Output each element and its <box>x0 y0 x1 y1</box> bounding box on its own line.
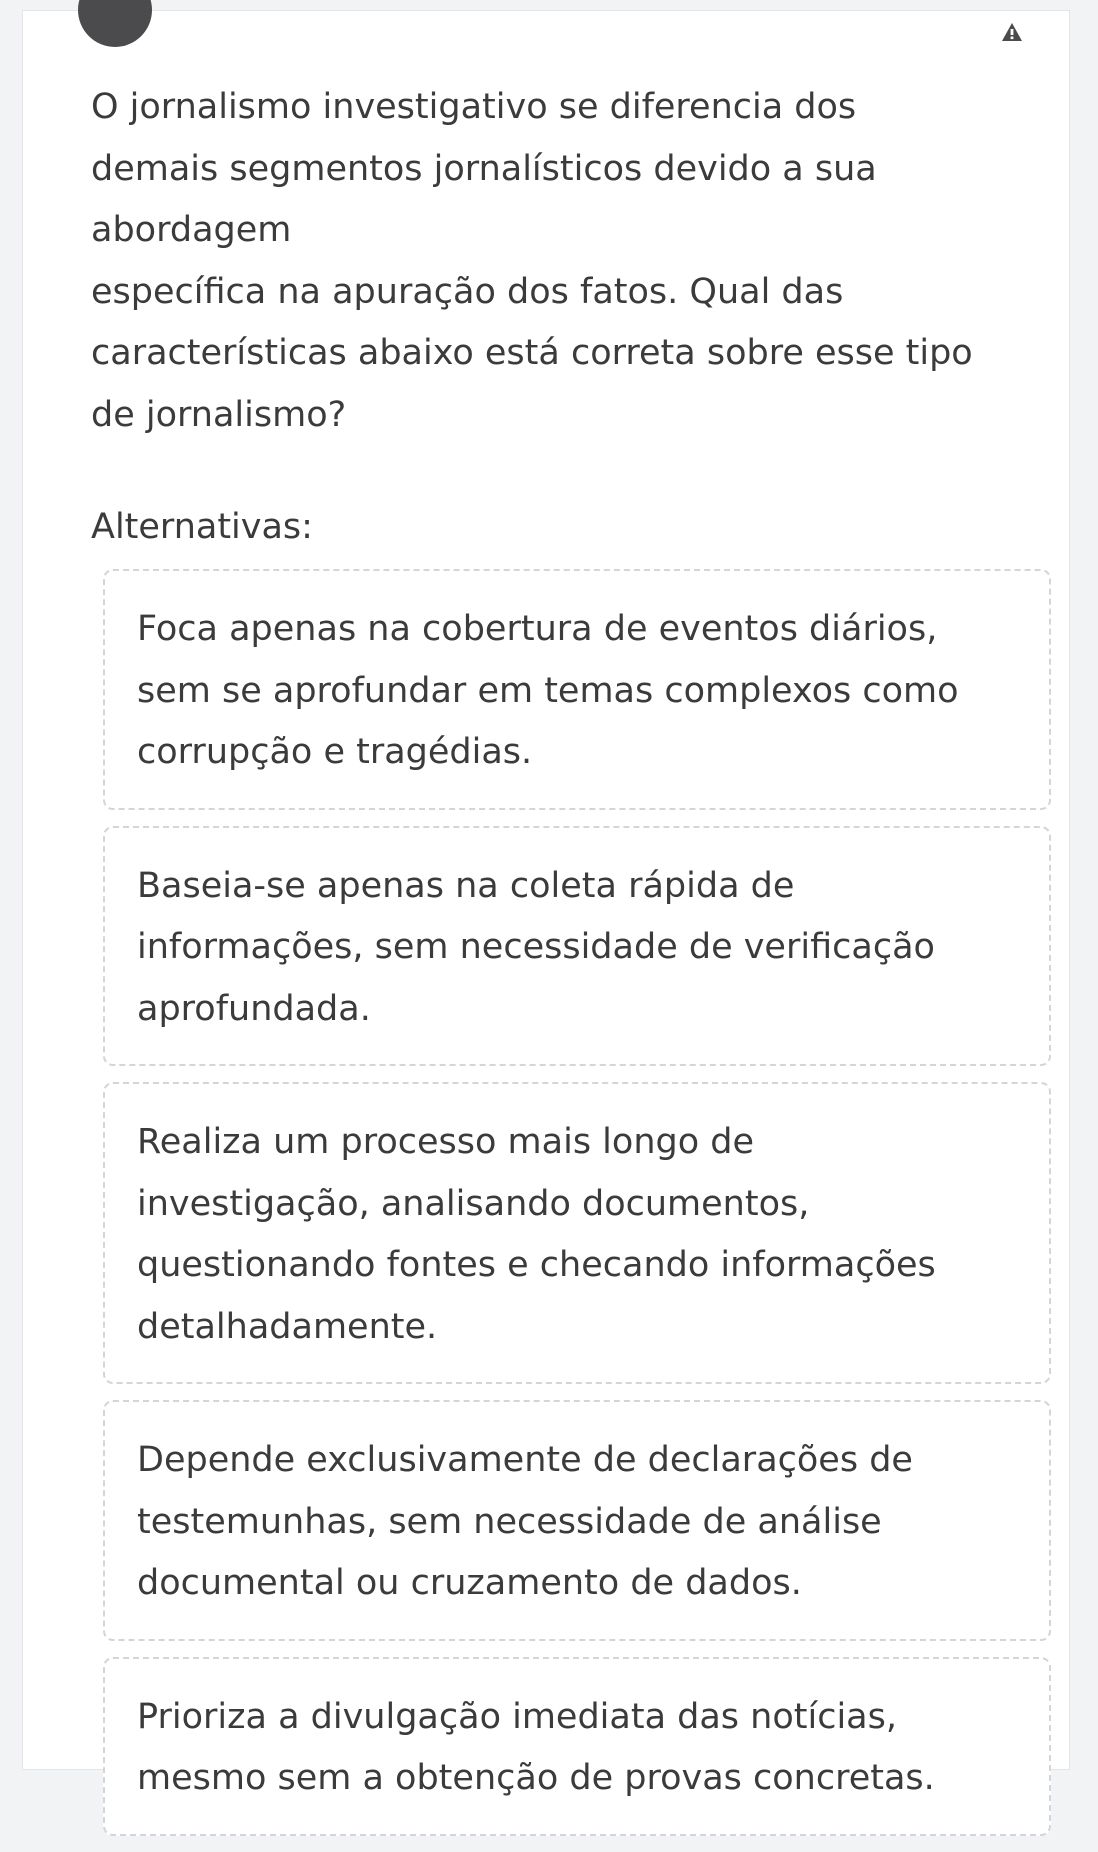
alternative-option-3[interactable] <box>103 1082 1051 1384</box>
alternatives-list <box>103 569 1051 1852</box>
alternative-text: Prioriza a divulgação imediata das notícias, mesmo sem a obtenção de provas concretas. <box>137 1696 935 1798</box>
alternatives-title: Alternativas: <box>91 507 313 547</box>
alternative-option-2[interactable] <box>103 826 1051 1067</box>
question-card <box>22 10 1070 1798</box>
question-text: O jornalismo investigativo se diferencia dos demais segmentos jornalísticos devido a sua abordagem específica na apuração dos fatos. Qual das características abaixo está correta sobre esse tipo de jornalismo? <box>91 87 973 435</box>
question-number-badge <box>78 0 152 47</box>
alternative-text: Depende exclusivamente de declarações de testemunhas, sem necessidade de análise documental ou cruzamento de dados. <box>137 1440 913 1603</box>
alternative-option-5[interactable] <box>103 1657 1051 1836</box>
alternative-option-4[interactable] <box>103 1400 1051 1641</box>
alternative-text: Foca apenas na cobertura de eventos diários, sem se aprofundar em temas complexos como corrupção e tragédias. <box>137 609 959 772</box>
alternative-text: Baseia-se apenas na coleta rápida de informações, sem necessidade de verificação aprofundada. <box>137 865 935 1029</box>
alternative-text: Realiza um processo mais longo de investigação, analisando documentos, questionando fontes e checando informações detalhadamente. <box>137 1122 936 1347</box>
report-flag-icon[interactable] <box>998 21 1026 41</box>
alternative-option-1[interactable] <box>103 569 1051 810</box>
